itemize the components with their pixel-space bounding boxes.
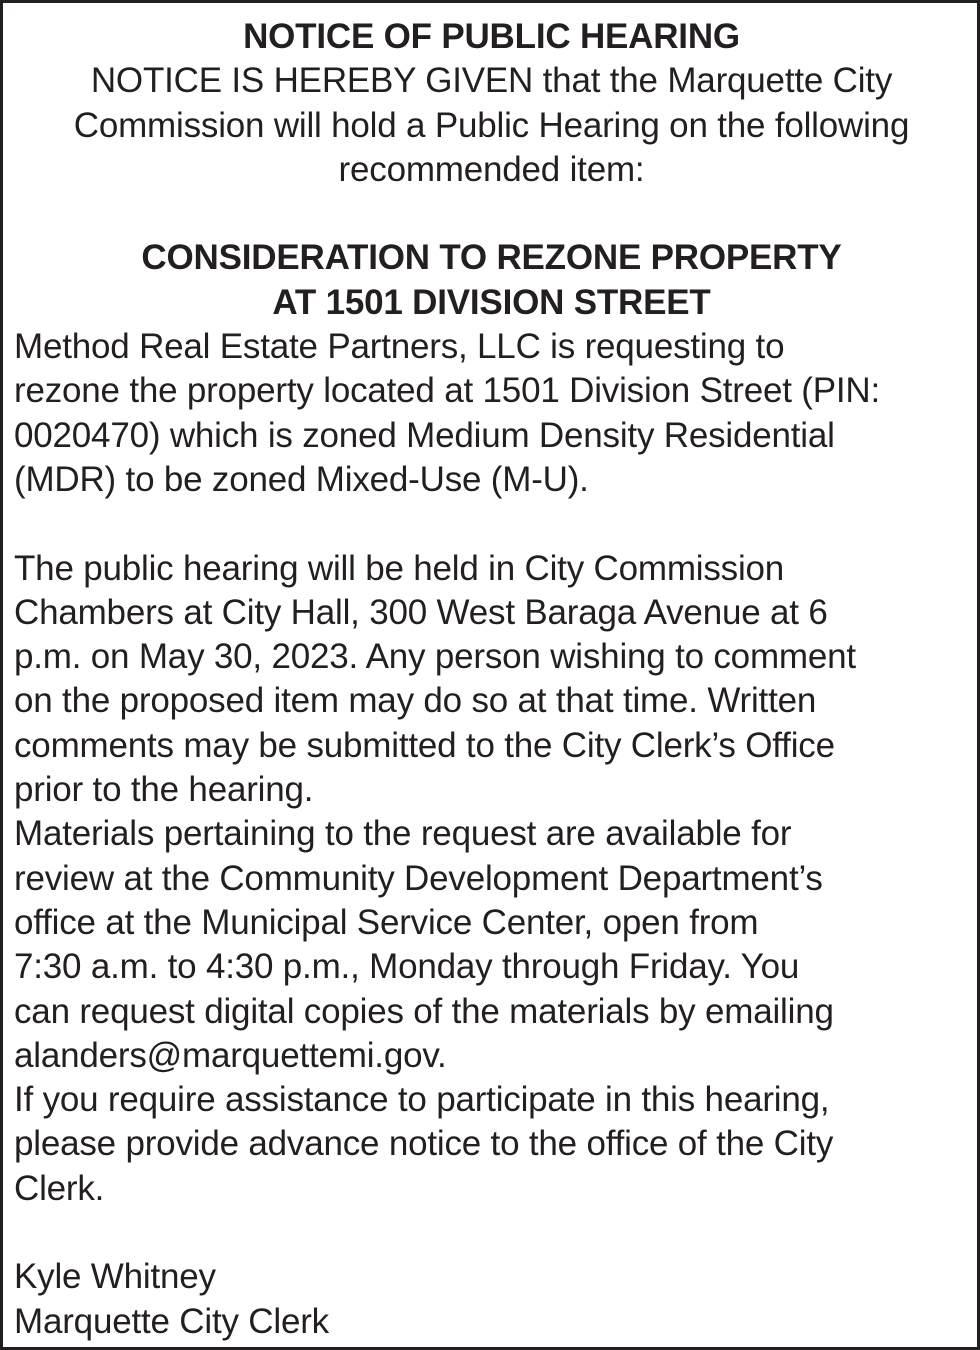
intro-line: recommended item: xyxy=(338,149,645,189)
hearing-line: The public hearing will be held in City Commission xyxy=(14,548,785,588)
request-line: 0020470) which is zoned Medium Density Residential xyxy=(14,415,835,455)
hearing-line: p.m. on May 30, 2023. Any person wishing to comment xyxy=(14,637,856,677)
assistance-line: If you require assistance to participate in this hearing, xyxy=(14,1080,830,1120)
assistance-line: Clerk. xyxy=(14,1168,105,1208)
assistance-line: please provide advance notice to the office of the City xyxy=(14,1124,834,1164)
intro-paragraph xyxy=(14,59,969,192)
request-paragraph xyxy=(14,325,969,502)
notice-title: NOTICE OF PUBLIC HEARING xyxy=(243,17,740,56)
materials-line: office at the Municipal Service Center, open from xyxy=(14,902,759,942)
signer-title: Marquette City Clerk xyxy=(14,1301,329,1341)
intro-line: NOTICE IS HEREBY GIVEN that the Marquette City xyxy=(90,61,893,101)
materials-paragraph xyxy=(14,812,969,1078)
materials-line: Materials pertaining to the request are available for xyxy=(14,814,792,854)
hearing-line: Chambers at City Hall, 300 West Baraga Avenue at 6 xyxy=(14,592,828,632)
signer-name: Kyle Whitney xyxy=(14,1257,216,1297)
hearing-line: prior to the hearing. xyxy=(14,770,314,810)
intro-line: Commission will hold a Public Hearing on the following xyxy=(73,105,910,145)
materials-line: can request digital copies of the materials by emailing xyxy=(14,991,834,1031)
spacer xyxy=(14,502,969,546)
hearing-line: comments may be submitted to the City Clerk’s Office xyxy=(14,725,835,765)
request-line: (MDR) to be zoned Mixed-Use (M-U). xyxy=(14,459,589,499)
item-heading xyxy=(14,236,969,325)
item-heading-line: AT 1501 DIVISION STREET xyxy=(272,282,711,322)
hearing-line: on the proposed item may do so at that time. Written xyxy=(14,681,817,721)
signature-block xyxy=(14,1255,969,1344)
materials-line: review at the Community Development Department’s xyxy=(14,858,823,898)
spacer xyxy=(14,192,969,236)
hearing-paragraph xyxy=(14,547,969,813)
materials-line: 7:30 a.m. to 4:30 p.m., Monday through Friday. You xyxy=(14,947,800,987)
item-heading-line: CONSIDERATION TO REZONE PROPERTY xyxy=(141,238,842,278)
request-line: rezone the property located at 1501 Division Street (PIN: xyxy=(14,371,881,411)
request-line: Method Real Estate Partners, LLC is requesting to xyxy=(14,327,785,367)
assistance-paragraph xyxy=(14,1078,969,1211)
contact-email: alanders@marquettemi.gov. xyxy=(14,1035,447,1075)
spacer xyxy=(14,1211,969,1255)
